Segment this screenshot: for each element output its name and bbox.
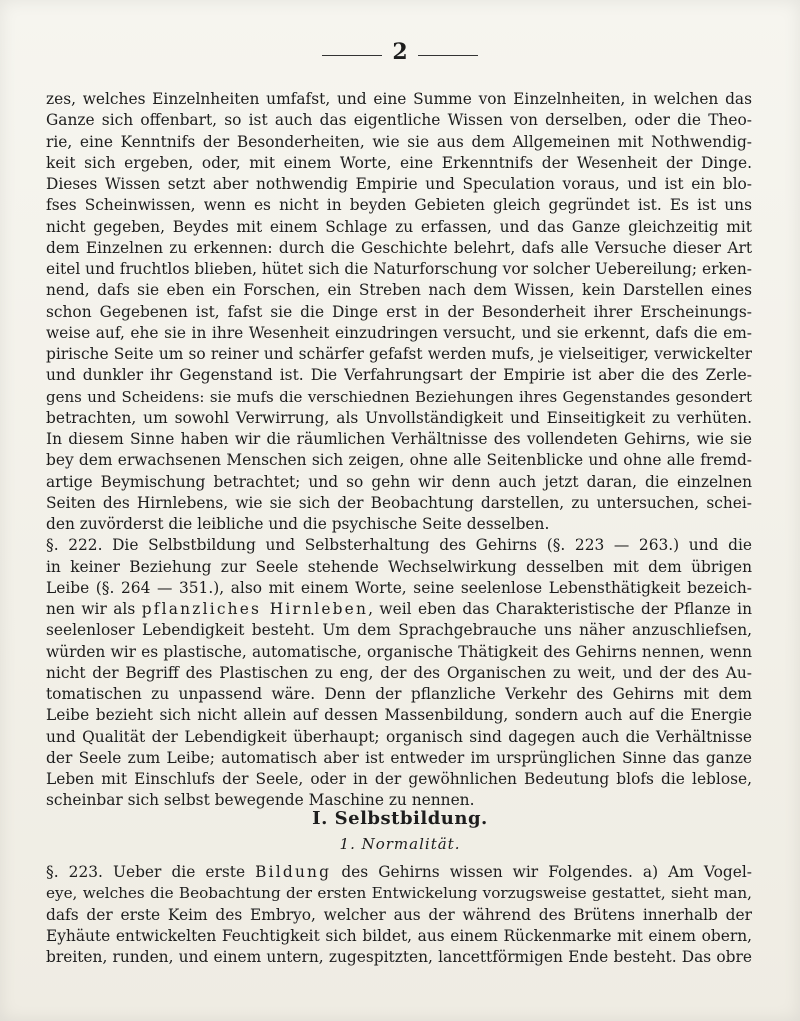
- text-line: breiten, runden, und einem untern, zugespitzten, lancettförmigen Ende besteht. Das obre: [46, 948, 752, 966]
- text-line: tomatischen zu unpassend wäre. Denn der pflanzliche Verkehr des Gehirns mit dem: [46, 685, 752, 703]
- text-line: eye, welches die Beobachtung der ersten Entwickelung vorzugsweise gestattet, sieht man,: [46, 884, 752, 903]
- text-line: Leibe (§. 264 — 351.), also mit einem Worte, seine seelenlose Lebensthätigkeit bezeich-: [46, 578, 752, 597]
- text-line: keit sich ergeben, oder, mit einem Worte, eine Erkenntnifs der Wesenheit der Dinge.: [46, 153, 752, 172]
- text-line: nicht der Begriff des Plastischen zu eng, der des Organischen zu weit, und der des Au-: [46, 663, 752, 682]
- spaced-term: Bildung: [255, 863, 332, 881]
- text-line: Dieses Wissen setzt aber nothwendig Empirie und Speculation voraus, und ist ein blo-: [46, 175, 752, 193]
- page-number: 2: [392, 39, 408, 65]
- body-text-continued: [46, 862, 752, 968]
- text-line: und dunkler ihr Gegenstand ist. Die Verfahrungsart der Empirie ist aber die des Zerle-: [46, 366, 752, 385]
- text-line: [46, 862, 752, 883]
- text-line: dafs der erste Keim des Embryo, welcher aus der während des Brütens innerhalb der: [46, 905, 752, 924]
- text-line: nicht gegeben, Beydes mit einem Schlage zu erfassen, und das Ganze gleichzeitig mit: [46, 217, 752, 236]
- text-line: scheinbar sich selbst bewegende Maschine zu nennen.: [46, 791, 475, 810]
- text-line: Leibe bezieht sich nicht allein auf dessen Massenbildung, sondern auch auf die Energie: [46, 706, 752, 725]
- text-line: gens und Scheidens: sie mufs die verschiednen Beziehungen ihres Gegenstandes gesondert: [46, 387, 752, 406]
- section-title: I. Selbstbildung.: [312, 808, 488, 829]
- text-line: pirische Seite um so reiner und schärfer gefafst werden mufs, je vielseitiger, verwickelter: [46, 345, 752, 363]
- text-line: Eyhäute entwickelten Feuchtigkeit sich bildet, aus einem Rückenmarke mit einem obern,: [46, 926, 752, 945]
- text-line: in keiner Beziehung zur Seele stehende Wechselwirkung desselben mit dem übrigen: [46, 557, 752, 576]
- text-line: würden wir es plastische, automatische, organische Thätigkeit des Gehirns nennen, wenn: [46, 642, 752, 661]
- text-line: [46, 599, 752, 620]
- text-line: zes, welches Einzelnheiten umfafst, und eine Summe von Einzelnheiten, in welchen das: [46, 90, 752, 108]
- text-line: eitel und fruchtlos blieben, hütet sich die Naturforschung vor solcher Uebereilung; erken-: [46, 260, 752, 278]
- text-line: betrachten, um sowohl Verwirrung, als Unvollständigkeit und Einseitigkeit zu verhüten.: [46, 408, 752, 427]
- section-subtitle: 1. Normalität.: [339, 835, 461, 853]
- text-line: Seiten des Hirnlebens, wie sie sich der Beobachtung darstellen, zu untersuchen, schei-: [46, 493, 752, 512]
- text-line: dem Einzelnen zu erkennen: durch die Geschichte belehrt, dafs alle Versuche dieser Art: [46, 238, 752, 257]
- spaced-term: pflanzliches Hirnleben: [141, 600, 369, 618]
- text-line: Leben mit Einschlufs der Seele, oder in der gewöhnlichen Bedeutung blofs die leblose,: [46, 770, 752, 788]
- header-rule-right: [418, 55, 478, 56]
- text-line: weise auf, ehe sie in ihre Wesenheit einzudringen versucht, und sie erkennt, dafs die em-: [46, 323, 752, 342]
- text-line: rie, eine Kenntnifs der Besonderheiten, wie sie aus dem Allgemeinen mit Nothwendig-: [46, 132, 752, 151]
- text-fragment: , weil eben das Charakteristische der Pflanze in: [368, 600, 752, 618]
- text-fragment: nen wir als: [46, 600, 136, 618]
- text-line: nend, dafs sie eben ein Forschen, ein Streben nach dem Wissen, kein Darstellen eines: [46, 281, 752, 300]
- text-line: Ganze sich offenbart, so ist auch das eigentliche Wissen von derselben, oder die Theo-: [46, 111, 752, 130]
- body-text: [46, 89, 752, 812]
- text-line: der Seele zum Leibe; automatisch aber ist entweder im ursprünglichen Sinne das ganze: [46, 748, 752, 767]
- text-line: schon Gegebenen ist, fafst sie die Dinge erst in der Besonderheit ihrer Erscheinungs-: [46, 302, 752, 321]
- text-line: den zuvörderst die leibliche und die psychische Seite desselben.: [46, 515, 550, 533]
- text-line: §. 222. Die Selbstbildung und Selbsterhaltung des Gehirns (§. 223 — 263.) und die: [46, 536, 752, 555]
- text-line: seelenloser Lebendigkeit besteht. Um dem Sprachgebrauche uns näher anzuschliefsen,: [46, 621, 752, 640]
- text-line: In diesem Sinne haben wir die räumlichen Verhältnisse des vollendeten Gehirns, wie sie: [46, 430, 752, 448]
- text-line: artige Beymischung betrachtet; und so gehn wir denn auch jetzt daran, die einzelnen: [46, 472, 752, 491]
- page-header: [0, 39, 800, 65]
- text-line: und Qualität der Lebendigkeit überhaupt; organisch sind dagegen auch die Verhältnisse: [46, 727, 752, 746]
- header-rule-left: [322, 55, 382, 56]
- text-fragment: §. 223. Ueber die erste: [46, 863, 246, 881]
- text-fragment: des Gehirns wissen wir Folgendes. a) Am Vogel-: [341, 863, 752, 881]
- text-line: fses Scheinwissen, wenn es nicht in beyden Gebieten gleich gegründet ist. Es ist uns: [46, 196, 752, 215]
- text-line: bey dem erwachsenen Menschen sich zeigen, ohne alle Seitenblicke und ohne alle fremd-: [46, 451, 752, 470]
